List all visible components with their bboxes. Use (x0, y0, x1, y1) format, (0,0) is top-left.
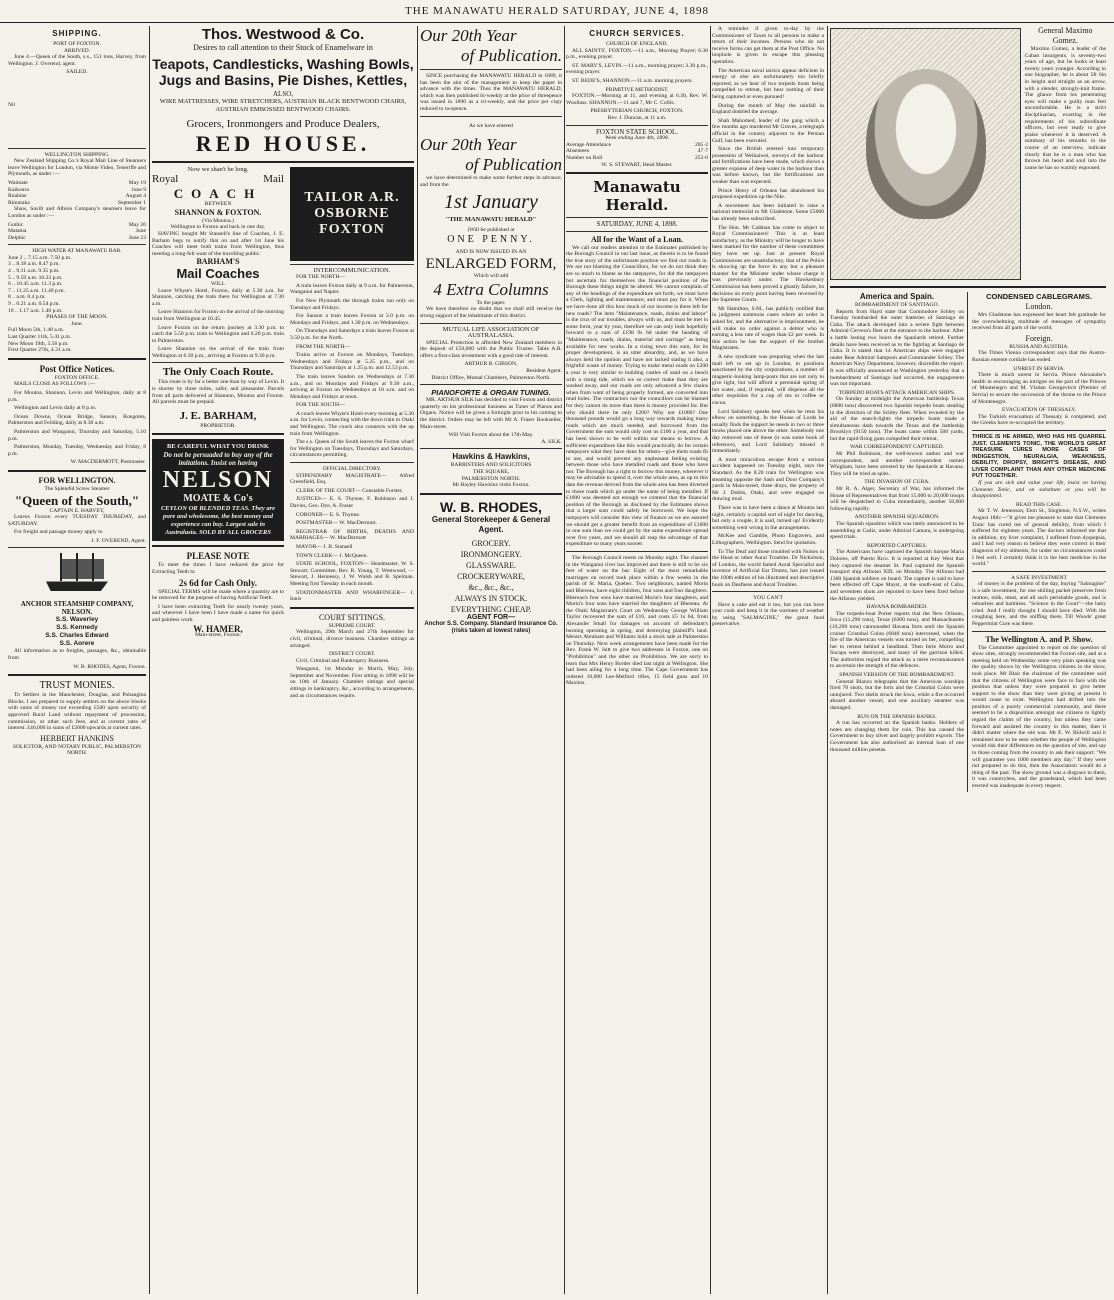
splendid-text: The Splendid Screw Steamer (44, 485, 110, 492)
grocers-text: Grocers, Ironmongers and Produce Dealers, (186, 117, 380, 130)
shipping-heading: SHIPPING. (52, 29, 102, 38)
read-heading: READ THIS CASE. (1015, 501, 1063, 508)
our-20th-year: Our 20th Year (420, 26, 517, 45)
mutual-text: SPECIAL Protection is afforded New Zealand members in the deposit of £50,000 with the Public Trustee. Table A.R. offers a first-class investment with a good rate of interest. (420, 339, 562, 359)
since-text: SINCE purchasing the MANAWATU HERALD in 1889, it has been the aim of the management to keep the paper in advance with the times. Thus the MANAWATU HERALD, which was then published bi-weekly at the price of threepence was issued in 1890 as a tri-weekly, and the price per copy reduced to twopence. (420, 73, 562, 112)
district-court-heading: DISTRICT COURT. (328, 651, 376, 658)
salisbury-text: Lord Salisbury speaks best when he rests his elbow on something. In the House of Lords he usually finds the support he needs in two or three books placed one above the other. Somebody one day removed one of these (it was some book of reference), and Lord Salisbury missed it immediately. (712, 408, 824, 455)
torpedo-heading: TORPEDO BOATS ATTACK AMERICAN SHIPS. (838, 389, 956, 396)
post-office-text: MAILS CLOSE AS FOLLOWS :— For Moutoa, Shannon, Levin and Wellington, daily at 8 p.m. Wellington and Levin daily at 8 p.m. Ocean Downs, Ocean Bridge, Sanson, Rongotea, Palmerston and Feilding, daily at 8.30 a.m. Palmerston and Wanganui, Thursday and Saturday, 5.10 p.m. Palmerston, Monday, Tuesday, Wednesday and Friday, 8 p.m. (8, 381, 146, 457)
america-spain-heading: America and Spain. (859, 292, 935, 301)
mutual-heading: MUTUAL LIFE ASSOCIATION OF AUSTRALASIA. (442, 325, 540, 340)
hawkins-heading: Hawkins & Hawkins, (452, 452, 530, 462)
mail-label: Mail (263, 173, 284, 186)
issued-text: AND IS NOW ISSUED IN AN (455, 248, 527, 255)
column-1 (8, 26, 146, 1296)
intercommunication-text: FOR THE NORTH— A train leaves Foxton daily at 9 a.m. for Palmerston, Wanganui and Napier. For New Plymouth the through trains run only on Tuesdays and Fridays. For Sanson a train leaves Foxton at 3.0 p.m. on Mondays and Fridays, and 1.30 p.m. on Wednesdays. On Thursdays and Saturdays a train leaves Foxton at 3.50 p.m. for the North. FROM THE NORTH— Trains arrive at Foxton on Mondays, Tuesdays, Wednesdays and Fridays at 5.25 p.m., and on Thursdays and Saturdays at 1.25 p.m. and 12.53 p.m. The train leaves Sandon on Wednesdays at 7.30 a.m., and on Mondays and Fridays at 9.30 a.m., arriving at Foxton on Wednesdays at 10 a.m. and on Mondays and Fridays at noon. FOR THE SOUTH— A coach leaves Whyte's Hotel every morning at 5.30 a.m. for Levin, connecting with the down train to Otaki and Wellington. The coach also connects with the up train from Wellington. The s.s. Queen of the South leaves the Foxton wharf for Wellington on Tuesdays, Thursdays and Saturdays, circumstances permitting. (290, 274, 414, 459)
russia-text: The Times Vienna correspondent says that the Austro-Russian entente cordiale has ended. (972, 350, 1106, 363)
editorial-title: All for the Want of a Loan. (591, 234, 683, 244)
post-office-heading: Post Office Notices. (39, 363, 115, 374)
anchor-insurance: Anchor S.S. Company. Standard Insurance Co. (risks taken at lowest rates) (424, 621, 558, 635)
you-cant-text: Have a cake and eat it too, but you can have your cook and keep it in the warmest of weather by using "SALMAGINE," the great food preservative. (712, 601, 824, 628)
post-office-sub: FOXTON OFFICE. (54, 374, 100, 381)
agent-for: AGENT FOR— (466, 613, 516, 621)
sailed-label: SAILED. (66, 69, 88, 76)
clements-ad: THRICE IS HE ARMED, WHO HAS HIS QUARREL JUST. CLEMENTS TONIC, THE WORLD'S GREAT TREASURE CURES MORE CASES OF INDIGESTION, NEURALGIA, WEAKNESS, DEBILITY, DROPSY, BRIGHT'S DISEASE, AND LIVER COMPLAINT THAN ANY OTHER MEDICINE PUT TOGETHER. (972, 433, 1106, 480)
proprietor-label: PROPRIETOR. (200, 422, 236, 429)
thessaly-heading: EVACUATION OF THESSALY. (1002, 407, 1076, 414)
anchor-ships: S.S. Waverley S.S. Kennedy S.S. Charles Edward S.S. Aorere (45, 616, 109, 648)
freight-text: For freight and passage money apply to (14, 529, 103, 536)
primitive-text: FOXTON.—Morning at 11, and evening at 6.30, Rev. W. Woollass. SHANNON.—11 and 7, Mr C. Collis. (566, 93, 708, 106)
having-text: HAVING bought Mr Stansell's line of Coaches, J. E. Barham begs to notify that on and after 1st June his Coaches will meet both trains from Wellington, thus meeting a long-felt want of the travelling public. (152, 230, 284, 257)
court-sittings-heading: COURT SITTINGS. (318, 612, 386, 622)
only-coach-route: The Only Coach Route. (162, 366, 274, 379)
herald-date: SATURDAY, JUNE 4, 1898. (596, 220, 678, 229)
arrived-text: June 4.—Queen of the South, s.s., 151 tons, Harvey, from Wellington. J. Overend, agent. (8, 54, 146, 67)
will-publish: (Will be published at (467, 226, 515, 233)
coe-text: ALL SAINTS', FOXTON.—11 a.m., Morning Prayer; 6.30 p.m., evening prayer. ST. MARY'S, LEVIN.—11 a.m., morning prayer; 3.30 p.m., evening prayer. ST. BEDE'S, SHANNON.—11 a.m. morning prayers. (566, 47, 708, 84)
add-text: Which will add (473, 273, 509, 280)
will-label: WILL (211, 280, 225, 287)
westwood-title: Thos. Westwood & Co. (201, 26, 365, 43)
barristers-label: BARRISTERS AND SOLICITORS (450, 462, 532, 469)
leave-4: Leave Shannon on the arrival of the train from Wellington at 6.30 p.m., arriving at Foxton at 9.30 p.m. (152, 346, 284, 359)
official-directory-text: STIPENDIARY MAGISTRATE— Alfred Greenfield, Esq. CLERK OF THE COURT— Constable Forster. JUSTICES— E. S. Thynne, F. Robinson and J. Davies, Geo. Dye, A. Fraser CORONER— E. S. Thynne. POSTMASTER— W. MacDermott. REGISTRAR OF BIRTHS, DEATHS AND MARRIAGES— W. MacDermott MAYOR— J. B. Stansell TOWN CLERK— J. McQueen. STATE SCHOOL, FOXTON— Headmaster, W. S. Stewart; Committee, Rev. R. Young, T. Westwood, — Stewart, J. Hennessy, J. W. Walsh and B. Spelman. Meeting first Tuesday in each month. STATIONMASTER AND WHARFINGER— J. Innis (290, 472, 414, 603)
havana-text: The torpedo-boat Porter reports that the New Orleans, Iowa (11,296 tons), Texas (6300 tons), and Massachusetts (10,200 tons) cannonaded Havana forts until the Spanish cruiser Cristobal Colon (6840 tons) intervened, when the fire of the American vessels was turned on her, compelling her to retreat behind a headland. Then forte Morro and Socapa were destroyed, and many of the garrison killed. The authorities regard the attack as a mere reconnaissance to ascertain the strength of the defences. (830, 610, 964, 670)
nelson-tea-ad: BE CAREFUL WHAT YOU DRINK Do not be persuaded to buy any of the imitations. Insist on having NELSON MOATE & Co's CEYLON OR BLENDED TEAS. They are pure and wholesome, the best money and experience can buy. Largest sale in Australasia. SOLD BY ALL GROCERS (152, 439, 284, 541)
trust-text: To Settlers in the Manchester, Douglas, and Pohangina Blocks. I am prepared to supply settlers on the above blocks with sums of money not exceeding £500 upon security of approved Rural Land without repayment of procession, commission, or other such fees, and at current rates of interest. £40,000 in sums of £2000 upwards at current rates. (8, 692, 146, 732)
red-house: RED HOUSE. (195, 130, 371, 156)
bayley-text: Mr Bayley Hawkins visits Foxton. (452, 482, 530, 489)
column-6 (830, 26, 1106, 1296)
naval-text: The American naval tactics appear deficient in energy or else are unfortunately too briefly reported, as we hear of two torpedo boats being compelled to retreat, but hear nothing of their being captured or even pursued! (712, 67, 824, 100)
headmaster-sign: W. S. STEWART, Head Master. (601, 161, 673, 168)
piano-heading: PIANOFORTE & ORGAN TUNING. (431, 388, 551, 398)
extracting-text: I have been extracting Teeth for nearly twenty years, and wherever I have been I have made a name for quick and painless work. (152, 603, 284, 623)
deaf-text: To The Deaf and those troubled with Noises in the Head or other Aural Troubles. Dr Nicholson, of London, the world famed Aural Specialist and inventor of Artificial Ear Drums, has just issued the 100th edition of his illustrated and descriptive book on Deafness and Aural Troubles. (712, 548, 824, 588)
shaw-text: Shaw, Savill and Albion Company's steamers leave for London as under :— (8, 206, 146, 219)
torpedo-text: On Sunday at midnight the American battleship Texas (6800 tons) discovered two Spanish torpedo boats stealing in the direction of the Schley fleet. When revealed by the aid of the search-lights the torpedo boats made a simultaneous dash towards the Texas and the battleship Brooklyn (9150 tons). The boats came within 500 yards, but the rapid-firing guns compelled their retreat. (830, 396, 964, 442)
hankins-title: SOLICITOR, AND NOTARY PUBLIC, PALMERSTON NORTH. (12, 743, 142, 757)
duncan-text: Rev. J. Duncan, at 11 a.m. (607, 114, 667, 121)
palmerston-label: PALMERSTON NORTH. (461, 475, 521, 482)
ship-list: Waimate May 19 Kaikoura June 9 Ruahine August 4 Rimutaka September 1 (8, 179, 146, 206)
shannon-foxton: SHANNON & FOXTON. (174, 207, 262, 217)
also-label: ALSO, (272, 90, 294, 98)
please-text: To meet the times I have reduced the price for Extracting Teeth to (152, 562, 284, 576)
district-office: District Office, Mutual Chambers, Palmerston North. (431, 374, 551, 381)
jeb-name: J. E. BARHAM, (179, 409, 257, 422)
invasion-heading: THE INVASION OF CUBA. (864, 479, 930, 486)
coe-heading: CHURCH OF ENGLAND. (606, 41, 668, 47)
intercommunication-heading: INTERCOMMUNICATION. (313, 266, 391, 274)
attendance-table: Average Attendance 205·2 Absentees 47·7 Number on Roll 253·0 (566, 141, 708, 161)
santiago-text: Reports from Hayti state that Commodore Schley on Tuesday bombarded the outer batteries of Santiago de Cuba. The attack developed into a severe fight between Admiral Cervera's fleet at the entrance to the harbour. After a battle lasting two hours the Spaniards retired. Further details have been received as to the fighting at Santiago de Cuba. It is stated that 14 American ships were engaged under Rear Admiral Sampson and Commander Schley. The American Navy Department, however, discredits the report. It was officially announced at Washington yesterday that a bombardment of Santiago had occurred, the engagement was not important. (830, 308, 964, 388)
column-2 (152, 26, 414, 1296)
anchor-company: ANCHOR STEAMSHIP COMPANY, NELSON. (20, 600, 134, 617)
wanganui-text: Wanganui, 1st Monday in March, May, July, September and November. First sitting in 1898 will be on 10th of January. Chamber sittings and special sittings in bankruptcy, &c., according to arrangements, and as circumstances require. (290, 666, 414, 699)
prince-text: Prince Henry of Orleans has abandoned his proposed expedition up the Nile. (712, 187, 824, 201)
clements-text: If you are sick and value your life, insist on having Clements Tonic, and on substitute or you will be disappointed. (972, 480, 1106, 500)
royal-label: Royal (152, 173, 179, 186)
masthead: THE MANAWATU HERALD SATURDAY, JUNE 4, 1898 (0, 0, 1114, 23)
gomez-portrait (830, 28, 1021, 280)
column-rule (710, 26, 711, 1294)
invasion-text: Mr R. A. Alger, Secretary of War, has informed the House of Representatives that from 15,000 to 20,000 troops will be despatched to Cuba immediately, another 50,000 following rapidly. (830, 486, 964, 512)
captain-text: CAPTAIN E. HARVEY, (49, 507, 105, 514)
version-text: General Blanco telegraphs that the American warships fired 70 shots, but the forts and the Cristobal Colon were uninjured. Two shells struck the Iowa, while a fire occurred aboard another vessel, and one auxiliary steamer was damaged. (830, 678, 964, 712)
editorial-text: We call our readers attention to the Estimates published by the Borough Council in our last issue, as therein is to be found the true story of the unfortunate position we find our roads in. We are not blaming the Councillors, for we do not think they are so much to blame as the ratepayers, for did the ratepayers but ascertain for themselves the financial position of the Borough these things might be altered. We cannot complain of any of the headings of the expenditure set forth, we must have a Clerk, lighting and maintenance, and must pay for it. When we have done all this how much of our income is there left for new roads? The item "Maintenance, roads, drains and labour" is the crux of our troubles, always with us, and must be met in some form, year by year, therefore we can only look hopefully forward to a sum of £198 9s 6d under the heading of "Maintenance, roads, drains, material and carriage" as being available for new works. In a rising town this sum, for its proper development, is an utter absurdity, and, as we have always held the opinion and have not lacked stating it also, a frightful waste of money. Trying to make metal roads on £200 a year is very similar to building castles of sand on a beach with a rising tide, which we so correct make than they are washed away, and our roads are only advanced a few chains when from want of being properly formed, are converted into mud holes. The contractors nor the councillors can be blamed for they cannot do more than there is money provided for. But why should there be only £200? Why not £1000? One thousand pounds would go a long way towards making many roads which are much needed, and borrowed from the Government the sum would only cost us £100 a year, and that has been shown to be well within our means to borrow. A sufficient expenditure like this would practically do for certain ratepayers what they have done for others—give them roads fit to use, and would prevent any unpleasant feeling existing between those who have metalled roads and those who have not. The Borough has a right to borrow this money, wherever it may be advisable to spend it, over the whole area, as up to this date the revenue derived from the whole area has been diverted to those roads which go under the name of being metalled. If £1000 was deemed not enough we contend that the financial position of the Borough as disclosed by the Estimates shows that a larger sum could safely be borrowed. We hope the ratepayers will consider this view of finance as we are assured we should get a greater benefit from an expenditure of £1000 in one sum than we could get by the same expenditure spread over five years, and we should all reap the advantage of that expenditure so many years sooner. (566, 244, 708, 548)
wellington-shipping-text: New Zealand Shipping Co.'s Royal Mail Line of Steamers leave Wellington for London, via Monte Video, Teneriffe and Plymouth, as under :— (8, 158, 146, 178)
shah-text: Shah Mahomed, leader of the gang which a few months ago murdered Mr Graves, a telegraph official in the country adjacent to the Persian Gulf, has been executed. (712, 117, 824, 144)
safe-heading: A SAFE INVESTMENT (1011, 574, 1067, 581)
column-rule (564, 26, 565, 1294)
primitive-heading: PRIMITIVE METHODIST. (605, 86, 669, 93)
silk-text: MR. ARTHUR SILK has decided to visit Foxton and district quarterly on his professional business as Tuner of Pianos and Organs. Notice will be given a fortnight prior to his coming to the district. Orders may be left with Mr A. Fraser Bookseller, Main-street. (420, 397, 562, 430)
gomez-title: General Maximo Gomez. (1038, 26, 1093, 45)
wf-text: Wellington to Foxton and back in one day. (170, 224, 266, 231)
presbyterian-heading: PRESBYTERIAN CHURCH, FOXTON. (590, 108, 684, 115)
hamer-address: Main-street, Foxton. (195, 632, 241, 639)
square-label: THE SQUARE, (472, 469, 510, 475)
cablegrams-heading: CONDENSED CABLEGRAMS. (986, 292, 1092, 301)
now-text: Now we shan't be long. (187, 165, 249, 173)
arrived-label: ARRIVED. (63, 47, 91, 54)
of-publication-2: of Publication (465, 155, 562, 175)
captures-text: The Americans have captured the Spanish barque Maria Dolores, off Puerto Rico. It is reported at Key West that they captured the steamer St. Paul captured the Spanish transport ship Alfonso XIII. on Monday. The Alfonso had 1300 Spanish soldiers on board. The capture is said to have been effected off Cape Mayst, at the south-east of Cuba, and seventeen shots are reported to have been fired before the Alfonso yielded. (830, 549, 964, 602)
column-5 (712, 26, 824, 1296)
run-text: A run has occurred on the Spanish banks. Holders of notes are changing them for coin. This has caused the Government to buy silver and largely prohibit exports. The Government has also authorised an internal loan of one thousand million pesetas. (830, 720, 964, 753)
wellington-show-text: The Committee appointed to report on the question of show sites, strongly recommended the Foxton site, and at a meeting held on Wednesday some very plain speaking was the quality shown by the Wellington citizens in the show, took place. Mr Blair the chairman of the committee said that the citizens of Wellington were face to face with the position that unless they were prepared to give better support to the show than they were giving at present it would cease to exist. Wellington had drifted into the position of a purely commercial community, and there seemed to be a disposition amongst our citizens to lightly regard the claims of the country, but unless they came forward and assisted the country in this matter, then it didn't matter where the site was. Mr E. W. Bidwill said it remained now to be seen whether the people of Wellington would risk their differences on the question of site, and say to those coming from the country to ask their support: "We will guarantee you 1000 members any day." If they were not prepared to do this, then the Association would do a thing of the past. The show ground was a disgrace to them, it was countryless, and the grandstand, which had been erected was inadequate in every respect. (972, 644, 1106, 789)
state-school-heading: FOXTON STATE SCHOOL. (596, 127, 678, 136)
visit-text: Will Visit Foxton about the 17th May. (448, 432, 534, 439)
cadman-text: The Hon. Mr Cadman has come to object to Royal Commissioners! This is at least satisfactory, as the Ministry will be longer to have been marked for the number of these committees they have set up. Just at present Royal Commissions are unsatisfactory, that of the Police is showing up the force in any but a pleasant manner for the Minister under whose charge it was previously under. The Hawkesbury Commission has been proved a ghastly failure, its decisions on every point having been reversed by the Supreme Courts. (712, 224, 824, 304)
our-20th-year-2: Our 20th Year (420, 135, 517, 155)
enlarged-form: ENLARGED FORM, (425, 256, 557, 273)
you-cant-heading: YOU CAN'T (753, 595, 783, 602)
column-rule (827, 26, 828, 1294)
barhams-label: BARHAM'S (196, 257, 240, 267)
rhodes-items: GROCERY. IRONMONGERY. GLASSWARE. CROCKERYWARE, &c., &c., &c., ALWAYS IN STOCK. EVERYTHING CHEAP. (450, 538, 532, 614)
for-wellington-heading: FOR WELLINGTON. (38, 475, 116, 485)
rhodes-sign: W. B. RHODES, Agent, Foxton. (73, 663, 146, 670)
reminder-text: A reminder if given to-day by the Commissioner of Taxes to all persons to make a return of their incomes. Persons who do not receive forms can get them at the Post Office. No loophole is given to escape this pleasing operation. (712, 26, 824, 65)
price-text: 2s 6d for Cash Only. (178, 577, 258, 588)
supreme-text: Wellington, 29th March and 27th September for civil, criminal, divorce business. Chamber sittings as arranged. (290, 629, 414, 649)
gladstone-text: Mrs Gladstone has expressed her heart felt gratitude for the overwhelming multitude of messages of sympathy received from all parts of the world. (972, 312, 1106, 332)
entered-text: As we have entered (469, 122, 513, 129)
leave-2: Leave Shannon for Foxton on the arrival of the morning train from Wellington at 10.45. (152, 309, 284, 322)
only-text: This route is by far a better one than by way of Levin. It is shorter by three miles, safer, and pleasanter. Parcels from all parts delivered at Shannon, Moutoa and Foxton. All parcels must be prepaid. (152, 379, 284, 406)
moon-list: June. Full Moon 5th, 1.48 a.m. Last Quarter 11th, 5.41 p.m. New Moon 19th, 3.56 p.m. First Quarter 27th, 4.31 a.m. (8, 320, 83, 354)
queen-of-south: "Queen of the South," (14, 492, 140, 508)
postmaster-sign: W. MACDERMOTT, Postmaster. (70, 459, 146, 466)
gibson-name: ARTHUR B. GIBSON, (464, 361, 518, 368)
column-rule (149, 26, 150, 1294)
column-rule (417, 26, 418, 1294)
version-heading: SPANISH VERSION OF THE BOMBARDMENT. (839, 672, 955, 679)
moon-heading: PHASES OF THE MOON. (46, 314, 108, 321)
london-heading: London. (1025, 302, 1053, 311)
overend-sign: J. F. OVEREND, Agent. (91, 537, 146, 544)
herald-title: Manawatu Herald. (593, 178, 681, 215)
local-notes: The Borough Council meets on Monday night. The channel in the Wanganui river has improved and there is still to be six feet of water on the bar. Eight of the most remarkable marriages on record took place within a few weeks in the parish of St. Maria, Quebec. Two neighbours, named Morin and Bhereau, have eight children, four sons and four daughters. Bhereau's four sons have married Morin's four daughters, and Morin's four sons have married the daughters of Bhereau. At the Otaki Magistrate's Court on Wednesday George William Taylor recovered the sum of £16, and costs £5 1s 6d, from Alexander Small for damages on account of defendant's burning operating in spring, and destroying plaintiff's land. Messrs Abraham and Williams hold a stock sale at Palmerston on Thursday. Next week arrangements have been made for the Rev. Frank W. Isitt to give two addresses in Foxton, one on "Prohibition" and the other on Prohibition. We are sorry to learn that Mrs Henry Border died last night at Wellington. She had been ailing for a long time. The Cape Government has ordered 10,000 Lee-Metford rifles, 15 field guns and 10 Maxims. (566, 555, 708, 687)
gomez-text: Maximo Gomez, a leader of the Cuban insurgents, is seventy-two years of age, but he looks at least twenty years younger. According to one biographer, he is about 5ft 6in in height and straight as an arrow, with a slender, strongly-knit frame. The glance from his penetrating eyes will make a guilty man feel uncomfortable. He is a strict disciplinarian, exacting in the requirements of his subordinate officers, but ever ready to give praise whenever it is deserved. A summary of his remarks in the course of an interview, indicate clearly that he is a man who has thrown his heart and soul into the cause he has so warmly espoused. (1024, 46, 1106, 171)
nil-label: Nil (8, 101, 16, 108)
mckee-text: McKee and Gamble, Photo Engravers, and Lithographers, Wellington. Send for quotation. (712, 533, 824, 546)
official-directory-heading: OFFICIAL DIRECTORY. (322, 466, 382, 473)
squadron-text: The Spanish squadron which was lately announced to be assembling at Cadiz, under Admiral Camara, is undergoing speed trials. (830, 521, 964, 541)
to-the-paper: To the paper. (476, 299, 506, 306)
captures-heading: REPORTED CAPTURES. (867, 542, 927, 549)
syndicate-text: A new syndicate was preparing when the last mail left to set up in London, in positions sanctioned by the city corporations, a number of magnetic-looking lamp-posts that are not only to give light, but will afford a perennial spring of hot water, and, if required, will dispense all the other requisites for a cup of tea or coffee or cocoa. (712, 353, 824, 407)
between-label: BETWEEN (204, 201, 232, 208)
determined-text: we have determined to make some further steps in advance, and from the (420, 175, 562, 188)
wb-rhodes-heading: W. B. RHODES, (440, 498, 542, 515)
special-text: SPECIAL TERMS will be made where a quantity are to be removed for the purpose of having Artificial Teeth. (152, 588, 284, 602)
wire-text: WIRE MATTRESSES, WIRE STRETCHERS, AUSTRIAN BLACK BENTWOOD CHAIRS, AUSTRIAN EMBOSSED BENTWOOD CHAIRS. (159, 97, 407, 113)
santiago-heading: BOMBARDMENT OF SANTIAGO. (855, 302, 939, 308)
accident-text: A most miraculous escape from a serious accident happened on Tuesday night, says the Standard. As the 8.20 train for Wellington was steaming opposite the Sash and Door Company's yards in Main-street, three drays, the property of Mr J. Dobbs, Otaki, and were engaged on drawing mud. (712, 456, 824, 503)
war-text: Mr Phil Robinson, the well-known author and war correspondent, and another correspondent named Whigham, have been arrested by the Spaniards at Havana. They will be tried as spies. (830, 451, 964, 477)
tmh-label: "THE MANAWATU HERALD" (445, 216, 537, 224)
trust-monies-heading: TRUST MONIES. (39, 680, 115, 692)
war-heading: WAR CORRESPONDENT CAPTURED. (850, 444, 944, 451)
week-ending: Week ending June 4th, 1898. (604, 135, 670, 142)
port-heading: PORT OF FOXTON. (53, 41, 101, 47)
leaves-text: Leaves Foxton every TUESDAY THURSDAY, and SATURDAY. (8, 514, 146, 527)
leave-3: Leave Foxton on the return journey at 3.30 p.m. to catch the 5.50 p.m. train to Wellington and 6.20 p.m. train to Palmerston. (152, 324, 284, 344)
teapots-text: Teapots, Candlesticks, Washing Bowls, Jugs and Basins, Pie Dishes, Kettles, (152, 56, 414, 88)
coach-label: COACH (173, 186, 263, 202)
british-text: Since the British entered into temporary possession of Weihaiwei, surveys of the harbour and fortifications have been made, which shows a greater expanse of deep water in the harbour than was before known, but the fortifications are weaker than was expected. (712, 146, 824, 186)
via-moutoa: (Via Moutoa.) (202, 217, 234, 224)
dance-text: There was to have been a dance at Moutoa last night, certainly a capital sort of night for dancing, but only a couple, it is said, turned up! Evidently something went wrong in the arrangements. (712, 504, 824, 531)
no-doubt-text: We have therefore no doubt that we shall still receive the strong support of the inhabitants of this district. (420, 306, 562, 319)
steamship-icon (42, 551, 112, 597)
one-penny: ONE PENNY. (447, 233, 535, 245)
hamilton-text: Mr Hamilton, S.M., has publicly notified that in judgment summons cases where an order is asked for, and the alternative is imprisonment, he will make no order against a debtor who is earning a less rate of wages than £2 per week. In this action he has the support of the brother Magistrates. (712, 305, 824, 352)
havana-heading: HAVANA BOMBARDED. (866, 604, 928, 611)
read-text: Mr T. W. Jemenson, Eton St., Singleton, N.S.W., writes August 18th:—"It gives me pleasure to state that Clements Tonic has cured me of general debility, from which I suffered for eighteen years. The doctors informed me that in addition, my liver complaint, I suffered from dyspepsia, and I had very reason to believe they were correct in their diagnosis of my ailments, for under no circumstances could I feel well. I certainly think it is the best medicine in the world." (972, 508, 1106, 568)
mail-coaches: Mail Coaches (176, 265, 260, 281)
rain-text: During the month of May the rainfall in England doubled the average. (712, 102, 824, 116)
squadron-heading: ANOTHER SPANISH SQUADRON. (854, 514, 940, 521)
tailor-ad: TAILOR A.R. OSBORNE FOXTON (290, 167, 414, 261)
run-heading: RUN ON THE SPANISH BANKS. (857, 713, 937, 720)
westwood-desires: Desires to call attention to their Stock of Enamelware in (193, 43, 373, 52)
extra-columns: 4 Extra Columns (433, 279, 549, 299)
memorial-text: A movement has been initiated to raise a national memorial to Mr Gladstone. Some £5000 has already been subscribed. (712, 202, 824, 223)
servia-heading: UNREST IN SERVIA. (1013, 365, 1065, 372)
supreme-court-heading: SUPREME COURT. (328, 622, 376, 629)
column-3 (420, 26, 562, 1296)
russia-heading: RUSSIA AND AUSTRIA. (1009, 343, 1069, 350)
leave-1: Leave Whyte's Hotel, Foxton, daily at 5.30 a.m. for Shannon, catching the train there for Wellington at 7.30 a.m. (152, 287, 284, 307)
servia-text: There is much unrest in Servia. Prince Alexander's health in encouraging an intrigue on the part of the Princes of Montenegro and M. Vladan Georgevitch (Premier of Servia) to secure the succession of the throne to the Prince of Montenegro. (972, 372, 1106, 405)
general-storekeeper: General Storekeeper & General Agent. (431, 514, 551, 534)
high-water-heading: HIGH WATER AT MANAWATU BAR. (32, 248, 122, 255)
wellington-shipping-heading: WELLINGTON SHIPPING. (44, 151, 110, 158)
of-publication: of Publication. (460, 46, 562, 65)
column-4 (566, 26, 708, 1296)
church-services-heading: CHURCH SERVICES. (589, 29, 685, 38)
hankins-name: HERBERT HANKINS (40, 733, 114, 743)
thessaly-text: The Turkish evacuation of Thessaly is completed, and the Greeks have re-occupied the territory. (972, 413, 1106, 427)
hamer-name: W. HAMER, (193, 623, 243, 634)
safe-text: of money is the problem of the day, buying "Salmagine" is a safe investment, for one shilling packet preserves fresh mutton, milk, meat, and all such perishable goods, and is odourless and harmless. "Science in the Court"—the baby cried. And I really thought I should have died. With the coughing here, and the sniffing there, Till Woods' great Peppermint Cure was there. (972, 581, 1106, 627)
district-text: Civil, Criminal and Bankruptcy Business. (296, 657, 390, 664)
resident-agent: Resident Agent. (526, 368, 562, 375)
silk-sign: A. SILK. (541, 438, 562, 445)
foreign-heading: Foreign. (1025, 333, 1053, 343)
wellington-show-heading: The Wellington A. and P. Show. (985, 634, 1093, 644)
please-note: PLEASE NOTE (186, 551, 250, 562)
tide-table: June 2 .. 7.15 a.m. 7.50 p.m. 3 .. 8.18 a.m. 8.47 p.m. 4 .. 9.11 a.m. 9.35 p.m. 5 .. 9.59 a.m. 10.23 p.m. 6 .. 10.45 a.m. 11.3 p.m. 7 .. 11.25 a.m. 11.40 p.m. 8 .. a.m. 0.4 p.m. 9 .. 0.21 a.m. 0.54 p.m. 10 .. 1.17 a.m. 1.40 p.m. (8, 254, 72, 314)
info-text: All information as to freights, passages, &c., obtainable from (8, 648, 146, 662)
first-january: 1st January (444, 191, 538, 214)
ship-list-2: Gothic May 26 Matatua June Delphic June 23 (8, 221, 146, 241)
